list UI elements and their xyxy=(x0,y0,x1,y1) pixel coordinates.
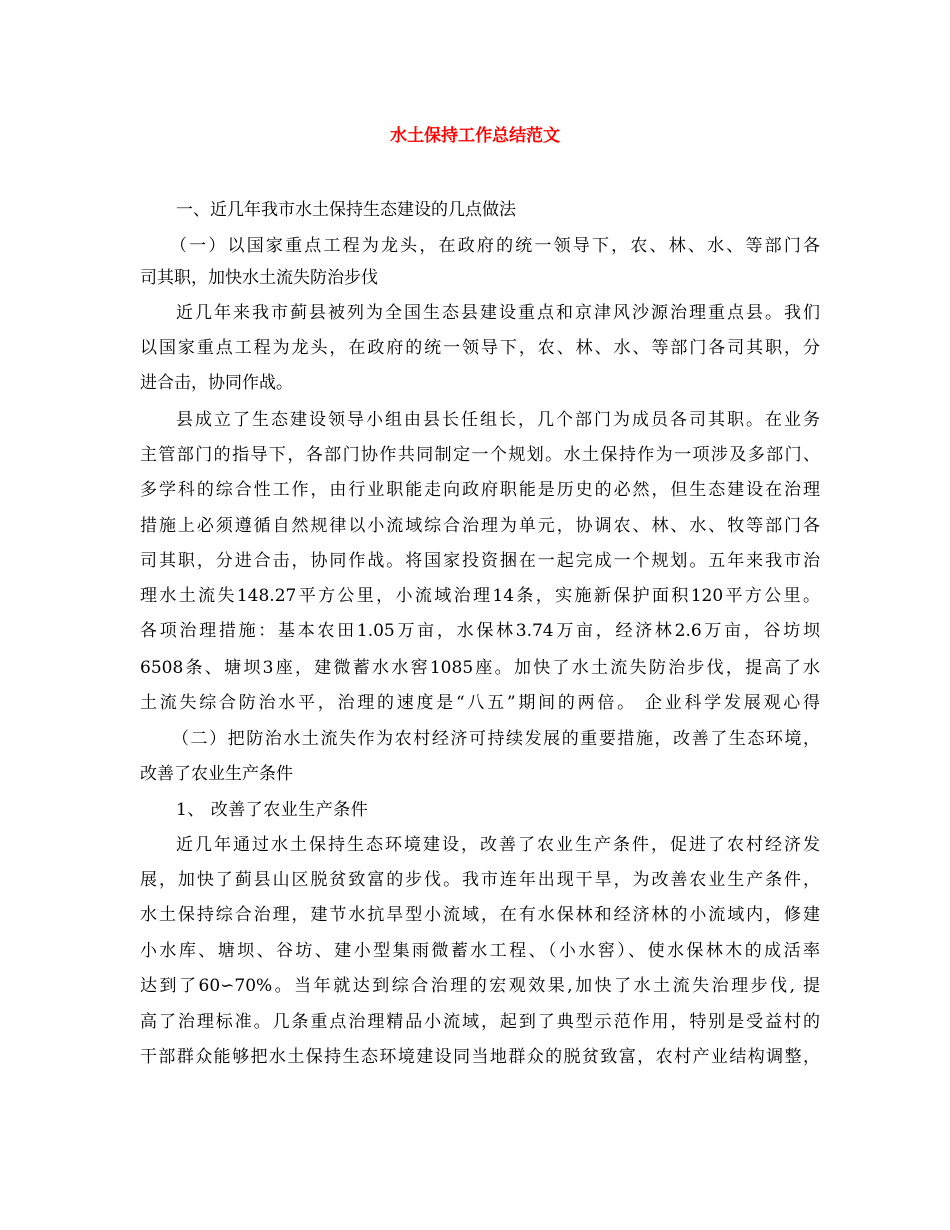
paragraph-line: 干部群众能够把水土保持生态环境建设同当地群众的脱贫致富，农村产业结构调整， xyxy=(140,1047,820,1067)
paragraph-line: 司其职，分进合击，协同作战。将国家投资捆在一起完成一个规划。五年来我市治 xyxy=(140,551,820,571)
paragraph-line: 理水土流失148.27平方公里，小流域治理14条，实施新保护面积120平方公里。 xyxy=(140,586,820,606)
paragraph-line: 多学科的综合性工作，由行业职能走向政府职能是历史的必然，但生态建设在治理 xyxy=(140,480,820,500)
paragraph-line: 县成立了生态建设领导小组由县长任组长，几个部门为成员各司其职。在业务 xyxy=(176,410,820,430)
subsection-heading-cont: 司其职，加快水土流失防治步伐 xyxy=(140,268,378,288)
paragraph-line: 6508条、塘坝3座，建微蓄水水窖1085座。加快了水土流失防治步伐，提高了水 xyxy=(140,658,820,678)
paragraph-line: 达到了60∽70%。当年就达到综合治理的宏观效果,加快了水土流失治理步伐, 提 xyxy=(140,976,820,996)
paragraph-line: 进合击，协同作战。 xyxy=(140,373,293,393)
paragraph-line: 以国家重点工程为龙头，在政府的统一领导下，农、林、水、等部门各司其职，分 xyxy=(140,338,820,358)
document-title: 水土保持工作总结范文 xyxy=(390,126,560,146)
subsection-heading: （一）以国家重点工程为龙头，在政府的统一领导下，农、林、水、等部门各 xyxy=(170,236,820,256)
subsection-heading: （二）把防治水土流失作为农村经济可持续发展的重要措施，改善了生态环境， xyxy=(172,729,820,749)
paragraph-line: 近几年来我市蓟县被列为全国生态县建设重点和京津风沙源治理重点县。我们 xyxy=(176,303,820,323)
paragraph-line: 主管部门的指导下，各部门协作共同制定一个规划。水土保持作为一项涉及多部门、 xyxy=(140,445,820,465)
paragraph-line: 小水库、塘坝、谷坊、建小型集雨微蓄水工程、（小水窖）、使水保林木的成活率 xyxy=(140,941,820,961)
numbered-heading: 1、 改善了农业生产条件 xyxy=(176,800,369,820)
paragraph-line: 水土保持综合治理，建节水抗旱型小流域，在有水保林和经济林的小流域内，修建 xyxy=(140,905,820,925)
paragraph-line: 各项治理措施：基本农田1.05万亩，水保林3.74万亩，经济林2.6万亩，谷坊坝 xyxy=(140,621,820,641)
paragraph-line: 土流失综合防治水平，治理的速度是“八五”期间的两倍。 企业科学发展观心得 xyxy=(140,693,820,713)
paragraph-line: 高了治理标准。几条重点治理精品小流域，起到了典型示范作用，特别是受益村的 xyxy=(140,1012,820,1032)
paragraph-line: 展，加快了蓟县山区脱贫致富的步伐。我市连年出现干旱，为改善农业生产条件， xyxy=(140,870,820,890)
paragraph-line: 近几年通过水土保持生态环境建设，改善了农业生产条件，促进了农村经济发 xyxy=(176,835,820,855)
paragraph-line: 措施上必须遵循自然规律以小流域综合治理为单元，协调农、林、水、牧等部门各 xyxy=(140,516,820,536)
subsection-heading-cont: 改善了农业生产条件 xyxy=(140,764,293,784)
section-heading: 一、近几年我市水土保持生态建设的几点做法 xyxy=(176,200,516,220)
